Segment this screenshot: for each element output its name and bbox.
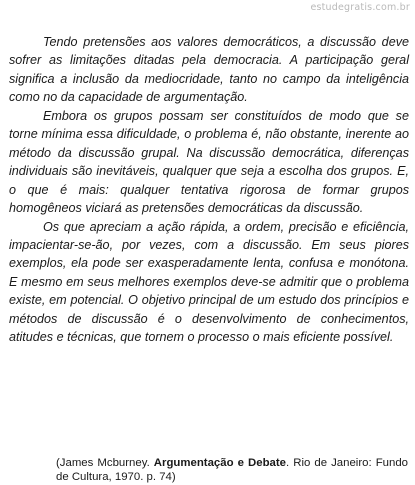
paragraph-3: Os que apreciam a ação rápida, a ordem, precisão e eficiência, impacientar-se-ão, por vezes, com a discussão. Em seus piores exemplos, ela pode ser exasperadamente lenta, confusa e monótona. E mesmo em seus melhores exemplos deve-se admitir que o problema existe, em potencial. O objetivo principal de um estudo dos princípios e métodos de discussão é o desenvolvimento de conhecimentos, atitudes e técnicas, que tornem o processo o mais eficiente possível. — [9, 219, 409, 345]
site-watermark: estudegratis.com.br — [310, 2, 410, 13]
citation — [56, 456, 408, 484]
paragraph-1: Tendo pretensões aos valores democráticos, a discussão deve sofrer as limitações ditadas pela democracia. A participação geral significa a inclusão da mediocridade, tanto no campo da inteligência como no da capacidade de argumentação. — [9, 35, 409, 105]
citation-suffix: . Rio de Janeiro: Fundo de Cultura, 1970. p. 74) — [56, 457, 408, 483]
article-body — [9, 33, 409, 347]
citation-prefix: (James Mcburney. — [56, 457, 154, 469]
paragraph-2: Embora os grupos possam ser constituídos de modo que se torne mínima essa dificuldade, o problema é, não obstante, inerente ao método da discussão grupal. Na discussão democrática, diferenças individuais são inevitáveis, qualquer que seja a escolha dos grupos. E, o que é mais: qualquer tentativa rigorosa de formar grupos homogêneos viciará as pretensões democráticas da discussão. — [9, 108, 409, 216]
citation-book-title: Argumentação e Debate — [153, 457, 286, 469]
